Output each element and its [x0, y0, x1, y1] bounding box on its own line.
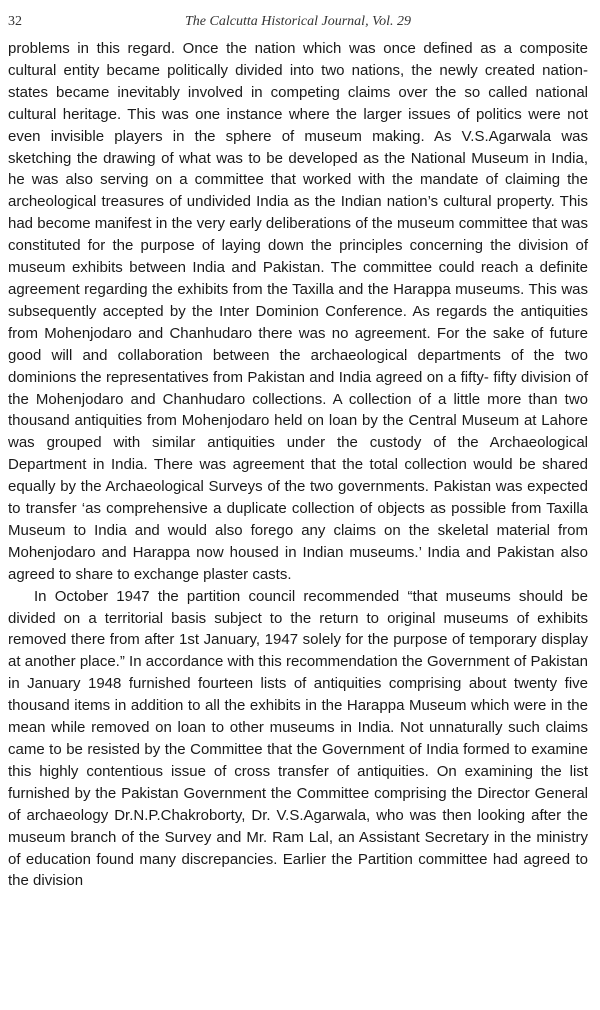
paragraph-2: In October 1947 the partition council recommended “that museums should be divided on a territorial basis subject to the return to original museums of exhibits removed there from after 1st January, 1947 solely for the purpose of temporary display at another place.” In accordance with this recommendation the Government of Pakistan in January 1948 furnished fourteen lists of antiquities comprising about twenty five thousand items in addition to all the exhibits in the Harappa Museum which were in the mean while removed on loan to other museums in India. Not unnaturally such claims came to be resisted by the Committee that the Government of India formed to examine this highly contentious issue of cross transfer of antiquities. On examining the list furnished by the Pakistan Government the Committee comprising the Director General of archaeology Dr.N.P.Chakroborty, Dr. V.S.Agarwala, who was then looking after the museum branch of the Survey and Mr. Ram Lal, an Assistant Secretary in the ministry of education found many discrepancies. Earlier the Partition committee had agreed to the division	[8, 587, 588, 890]
paragraph-1: problems in this regard. Once the nation which was once defined as a composite cultural entity became politically divided into two nations, the newly created nation-states became inevitably involved in competing claims over the so called national cultural heritage. This was one instance where the larger issues of politics were not even invisible players in the sphere of museum making. As V.S.Agarwala was sketching the drawing of what was to be developed as the National Museum in India, he was also serving on a committee that worked with the mandate of claiming the archeological treasures of undivided India as the Indian nation’s cultural property. This had become manifest in the very early deliberations of the museum committee that was constituted for the purpose of laying down the principles concerning the division of museum exhibits between India and Pakistan. The committee could reach a definite agreement regarding the exhibits from the Taxilla and the Harappa museums. This was subsequently accepted by the Inter Dominion Conference. As regards the antiquities from Mohenjodaro and Chanhudaro there was no agreement. For the sake of future good will and collaboration between the archaeological departments of the two dominions the representatives from Pakistan and India agreed on a fifty- fifty division of the Mohenjodaro and Chanhudaro collections. A collection of a little more than two thousand antiquities from Mohenjodaro held on loan by the Central Museum at Lahore was grouped with similar antiquities under the custody of the Archaeological Department in India. There was agreement that the total collection would be shared equally by the Archaeological Surveys of the two governments. Pakistan was expected to transfer ‘as comprehensive a duplicate collection of objects as possible from Taxilla Museum to India and would also forego any claims on the skeletal material from Mohenjodaro and Harappa now housed in Indian museums.’ India and Pakistan also agreed to share to exchange plaster casts.	[8, 40, 588, 583]
body-text-block	[8, 38, 588, 892]
running-header	[8, 8, 588, 38]
page-number: 32	[8, 14, 22, 29]
journal-title: The Calcutta Historical Journal, Vol. 29	[185, 14, 411, 29]
